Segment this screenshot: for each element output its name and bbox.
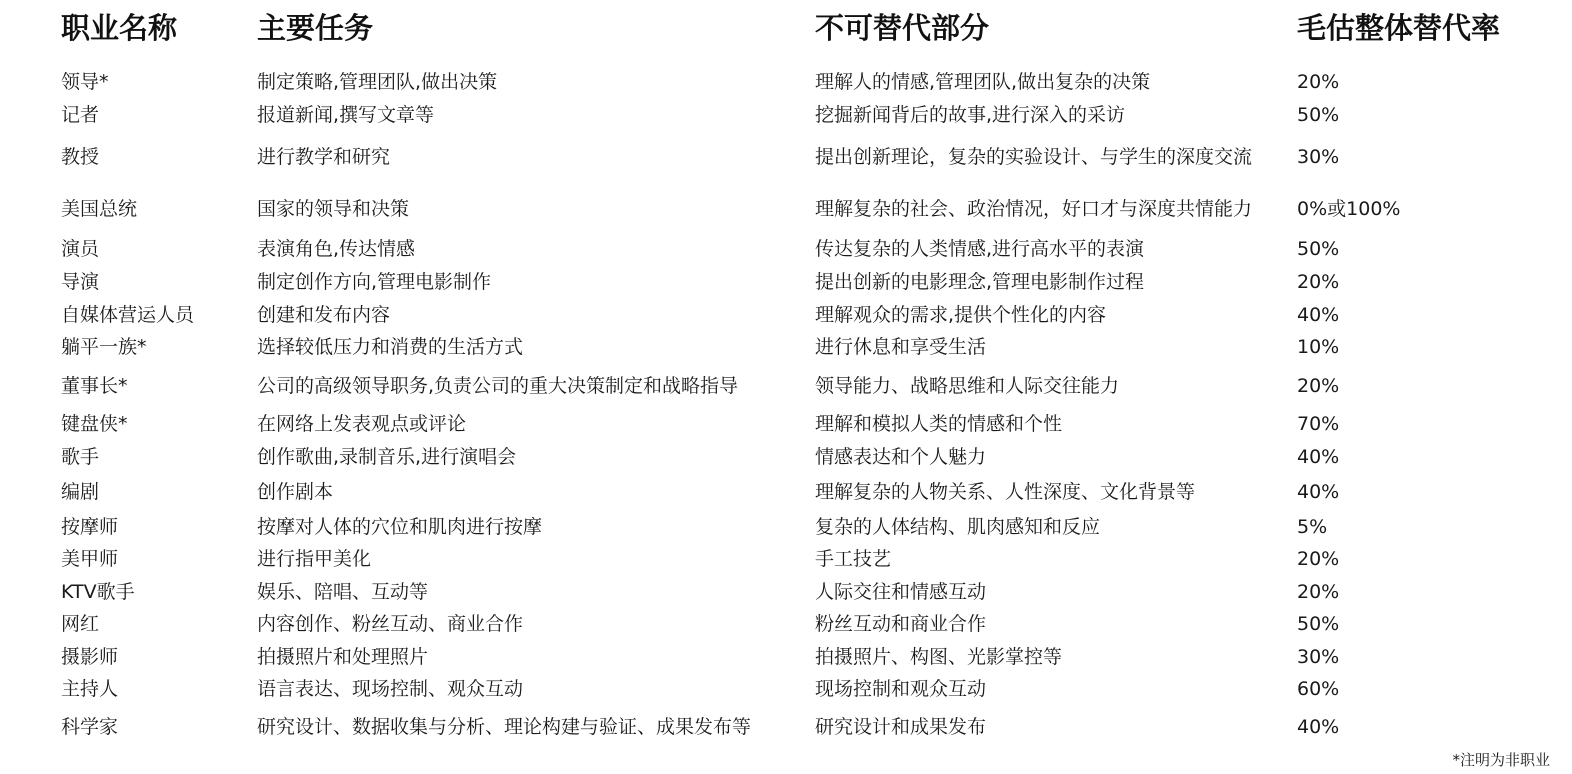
table-row — [0, 513, 1572, 541]
rate-cell: 40% — [1297, 481, 1340, 503]
table-row — [0, 610, 1572, 638]
table-row — [0, 410, 1572, 438]
task-cell: 按摩对人体的穴位和肌肉进行按摩 — [257, 516, 543, 538]
irreplaceable-cell: 领导能力、战略思维和人际交往能力 — [815, 375, 1120, 397]
irreplaceable-cell: 粉丝互动和商业合作 — [815, 613, 987, 635]
rate-cell: 0%或100% — [1297, 198, 1401, 220]
rate-cell: 50% — [1297, 238, 1340, 260]
occupation-cell: 自媒体营运人员 — [61, 304, 195, 326]
rate-cell: 30% — [1297, 646, 1340, 668]
rate-cell: 20% — [1297, 581, 1340, 603]
table-row — [0, 143, 1572, 171]
header-main-tasks: 主要任务 — [257, 11, 374, 45]
occupation-cell: 键盘侠* — [61, 413, 128, 435]
task-cell: 制定策略,管理团队,做出决策 — [257, 71, 498, 93]
table-row — [0, 713, 1572, 741]
irreplaceable-cell: 进行休息和享受生活 — [815, 336, 987, 358]
table-row — [0, 675, 1572, 703]
task-cell: 进行指甲美化 — [257, 548, 372, 570]
occupation-cell: 歌手 — [61, 446, 100, 468]
table-row — [0, 443, 1572, 471]
occupation-cell: 科学家 — [61, 716, 119, 738]
task-cell: 内容创作、粉丝互动、商业合作 — [257, 613, 524, 635]
rate-cell: 50% — [1297, 613, 1340, 635]
task-cell: 创建和发布内容 — [257, 304, 391, 326]
occupation-cell: 摄影师 — [61, 646, 119, 668]
task-cell: 创作剧本 — [257, 481, 334, 503]
irreplaceable-cell: 理解和模拟人类的情感和个性 — [815, 413, 1063, 435]
task-cell: 报道新闻,撰写文章等 — [257, 104, 435, 126]
irreplaceable-cell: 人际交往和情感互动 — [815, 581, 987, 603]
rate-cell: 60% — [1297, 678, 1340, 700]
task-cell: 公司的高级领导职务,负责公司的重大决策制定和战略指导 — [257, 375, 739, 397]
table-row — [0, 235, 1572, 263]
occupation-cell: 按摩师 — [61, 516, 119, 538]
table-row — [0, 195, 1572, 223]
task-cell: 表演角色,传达情感 — [257, 238, 416, 260]
occupation-cell: 美甲师 — [61, 548, 119, 570]
rate-cell: 20% — [1297, 375, 1340, 397]
task-cell: 语言表达、现场控制、观众互动 — [257, 678, 524, 700]
occupation-cell: 编剧 — [61, 481, 100, 503]
table-row — [0, 478, 1572, 506]
rate-cell: 20% — [1297, 71, 1340, 93]
rate-cell: 5% — [1297, 516, 1328, 538]
table-row — [0, 372, 1572, 400]
irreplaceable-cell: 理解复杂的人物关系、人性深度、文化背景等 — [815, 481, 1196, 503]
occupation-cell: 主持人 — [61, 678, 119, 700]
task-cell: 研究设计、数据收集与分析、理论构建与验证、成果发布等 — [257, 716, 752, 738]
rate-cell: 40% — [1297, 304, 1340, 326]
task-cell: 国家的领导和决策 — [257, 198, 410, 220]
occupation-cell: 董事长* — [61, 375, 128, 397]
irreplaceable-cell: 理解人的情感,管理团队,做出复杂的决策 — [815, 71, 1151, 93]
occupation-cell: 导演 — [61, 271, 100, 293]
occupation-cell: 演员 — [61, 238, 100, 260]
irreplaceable-cell: 手工技艺 — [815, 548, 892, 570]
rate-cell: 70% — [1297, 413, 1340, 435]
occupation-cell: 教授 — [61, 146, 100, 168]
irreplaceable-cell: 提出创新理论，复杂的实验设计、与学生的深度交流 — [815, 146, 1253, 168]
table-row — [0, 545, 1572, 573]
irreplaceable-cell: 理解观众的需求,提供个性化的内容 — [815, 304, 1107, 326]
task-cell: 娱乐、陪唱、互动等 — [257, 581, 429, 603]
rate-cell: 50% — [1297, 104, 1340, 126]
irreplaceable-cell: 复杂的人体结构、肌肉感知和反应 — [815, 516, 1101, 538]
occupation-cell: 网红 — [61, 613, 100, 635]
rate-cell: 10% — [1297, 336, 1340, 358]
task-cell: 在网络上发表观点或评论 — [257, 413, 467, 435]
irreplaceable-cell: 情感表达和个人魅力 — [815, 446, 987, 468]
irreplaceable-cell: 提出创新的电影理念,管理电影制作过程 — [815, 271, 1145, 293]
table-row — [0, 578, 1572, 606]
occupation-cell: 领导* — [61, 71, 109, 93]
task-cell: 创作歌曲,录制音乐,进行演唱会 — [257, 446, 517, 468]
task-cell: 选择较低压力和消费的生活方式 — [257, 336, 524, 358]
table-row — [0, 68, 1572, 96]
occupation-cell: KTV歌手 — [61, 581, 135, 603]
table-row — [0, 333, 1572, 361]
irreplaceable-cell: 理解复杂的社会、政治情况，好口才与深度共情能力 — [815, 198, 1253, 220]
irreplaceable-cell: 挖掘新闻背后的故事,进行深入的采访 — [815, 104, 1126, 126]
task-cell: 拍摄照片和处理照片 — [257, 646, 429, 668]
irreplaceable-cell: 现场控制和观众互动 — [815, 678, 987, 700]
irreplaceable-cell: 研究设计和成果发布 — [815, 716, 987, 738]
occupation-cell: 躺平一族* — [61, 336, 147, 358]
rate-cell: 30% — [1297, 146, 1340, 168]
footnote: *注明为非职业 — [1452, 751, 1550, 769]
rate-cell: 20% — [1297, 271, 1340, 293]
table-row — [0, 643, 1572, 671]
task-cell: 进行教学和研究 — [257, 146, 391, 168]
irreplaceable-cell: 传达复杂的人类情感,进行高水平的表演 — [815, 238, 1145, 260]
header-replacement-rate: 毛估整体替代率 — [1297, 11, 1501, 45]
occupation-cell: 美国总统 — [61, 198, 138, 220]
task-cell: 制定创作方向,管理电影制作 — [257, 271, 492, 293]
rate-cell: 20% — [1297, 548, 1340, 570]
table-row — [0, 268, 1572, 296]
irreplaceable-cell: 拍摄照片、构图、光影掌控等 — [815, 646, 1063, 668]
header-irreplaceable-part: 不可替代部分 — [815, 11, 990, 45]
table-row — [0, 101, 1572, 129]
rate-cell: 40% — [1297, 716, 1340, 738]
occupation-cell: 记者 — [61, 104, 100, 126]
header-occupation: 职业名称 — [61, 11, 178, 45]
table-row — [0, 301, 1572, 329]
rate-cell: 40% — [1297, 446, 1340, 468]
